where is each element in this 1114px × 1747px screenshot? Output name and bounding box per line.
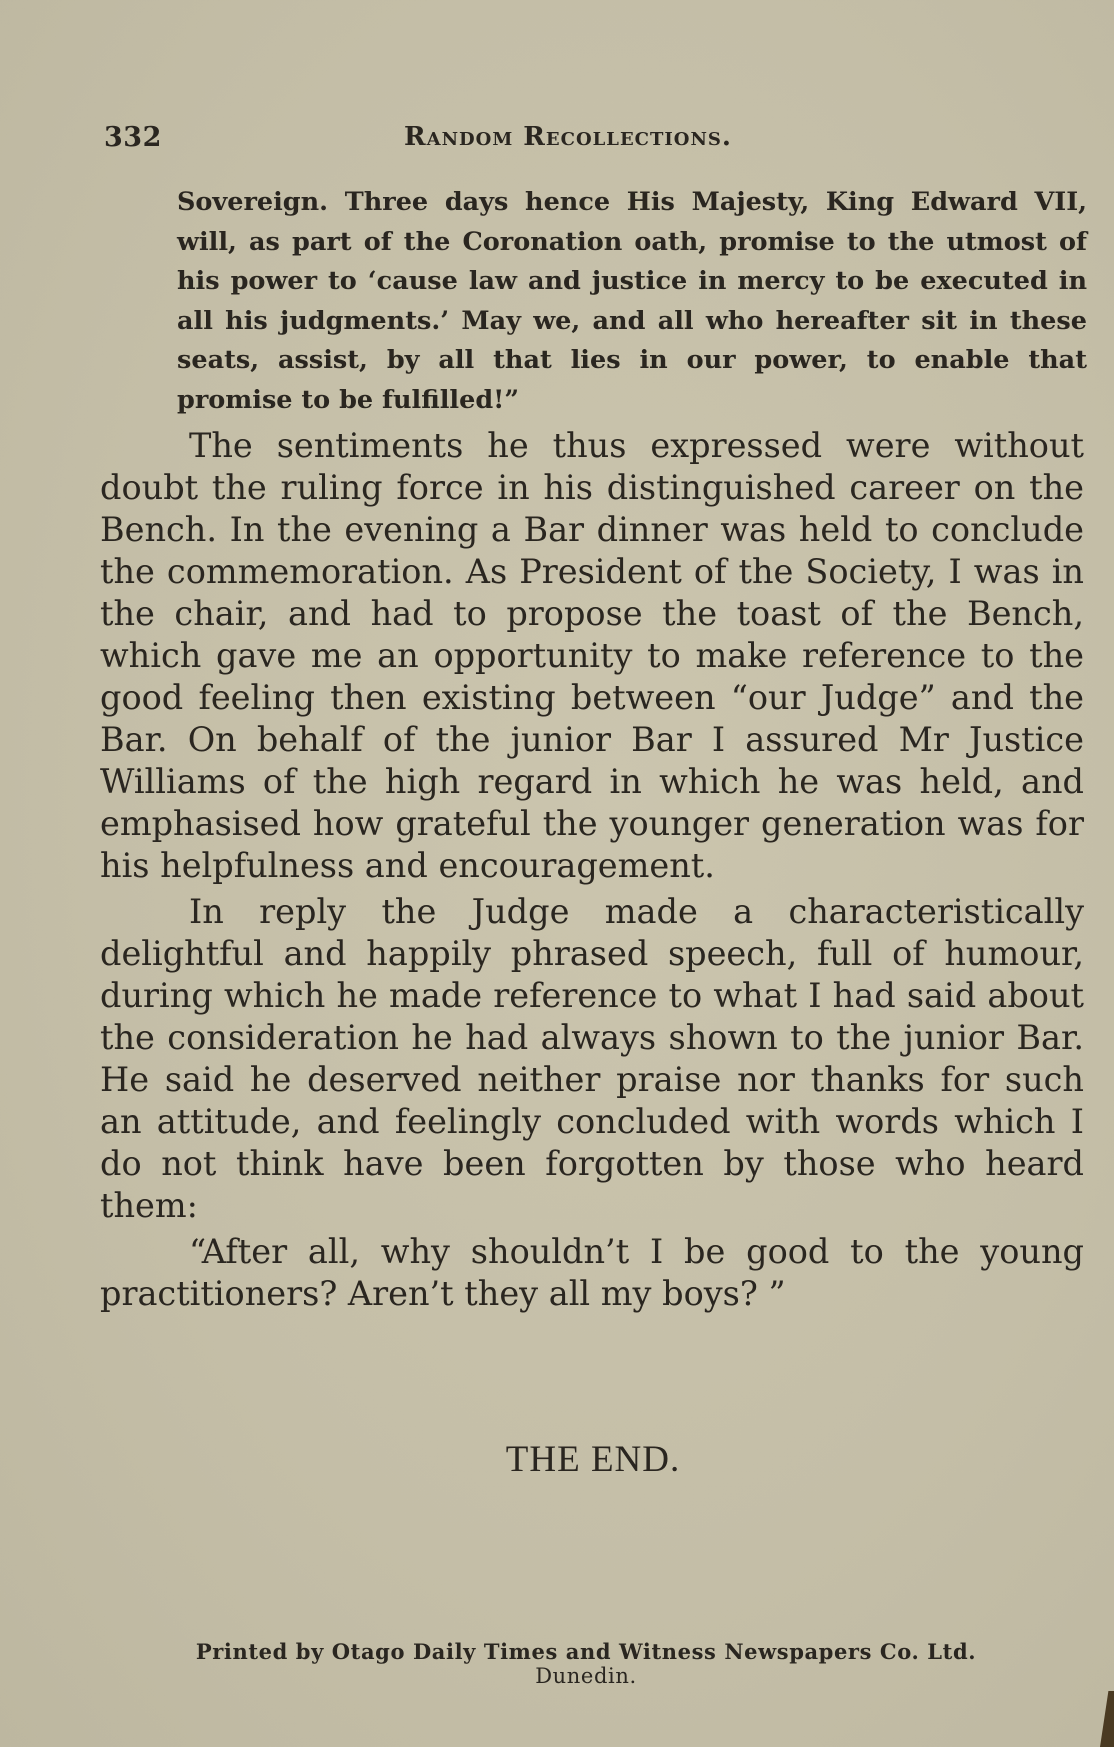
body-text [100,425,1084,1315]
running-header [104,122,1026,162]
page-number: 332 [104,122,162,153]
running-title: Random Recollections. [404,122,732,152]
paragraph-closing-quote: “After all, why shouldn’t I be good to the young practitioners? Aren’t they all my boys? ” [100,1232,1084,1313]
colophon-city: Dunedin. [535,1664,637,1688]
paragraph-bar-dinner: The sentiments he thus expressed were without doubt the ruling force in his distinguished career on the Bench. In the evening a Bar dinner was held to conclude the commemoration. As President of the Society, I was in the chair, and had to propose the toast of the Bench, which gave me an opportunity to make reference to the good feeling then existing between “our Judge” and the Bar. On behalf of the junior Bar I assured Mr Justice Williams of the high regard in which he was held, and emphasised how grateful the younger generation was for his helpfulness and encouragement. [100,426,1084,885]
page-edge-mark [1100,1691,1114,1747]
colophon-printer: Printed by Otago Daily Times and Witness Newspapers Co. Ltd. [195,1639,977,1664]
printer-colophon [0,1640,1114,1688]
paragraph-judge-reply: In reply the Judge made a characteristically delightful and happily phrased speech, full of humour, during which he made reference to what I had said about the consideration he had always shown to the junior Bar. He said he deserved neither praise nor thanks for such an attitude, and feelingly concluded with words which I do not think have been forgotten by those who heard them: [100,892,1084,1225]
the-end-heading: THE END. [505,1439,681,1480]
quoted-speech-block: Sovereign. Three days hence His Majesty, King Edward VII, will, as part of the Coronation oath, promise to the utmost of his power to ‘cause law and justice in mercy to be executed in all his judgments.’ May we, and all who hereafter sit in these seats, assist, by all that lies in our power, to enable that promise to be fulfilled!” [177,187,1087,415]
